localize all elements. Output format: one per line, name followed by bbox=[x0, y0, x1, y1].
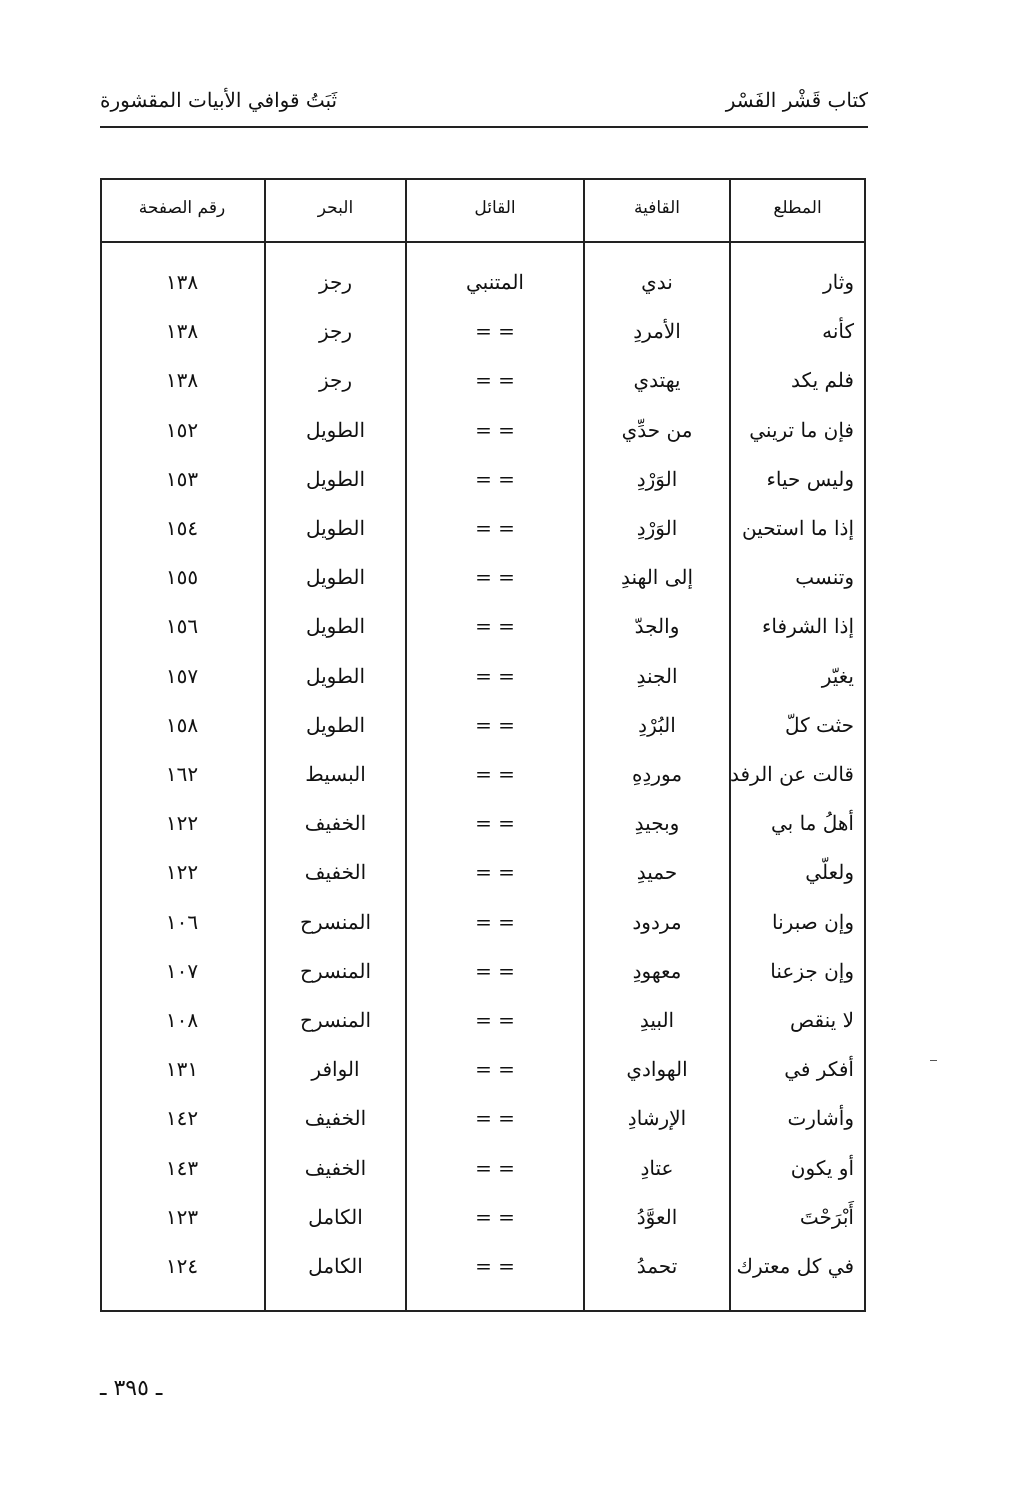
cell-poet: = = bbox=[475, 319, 515, 344]
cell-page: ١٤٣ bbox=[165, 1155, 199, 1180]
cell-opening: وأشارت bbox=[787, 1106, 854, 1131]
cell-opening: وثار bbox=[823, 270, 854, 294]
cell-poet: = = bbox=[475, 466, 515, 491]
cell-rhyme: البيدِ bbox=[639, 1008, 675, 1032]
cell-opening: قالت عن الرفد bbox=[729, 762, 854, 786]
cell-poet: = = bbox=[475, 712, 515, 737]
header-poet: القائل bbox=[474, 198, 516, 218]
cell-meter: الطويل bbox=[305, 663, 366, 688]
margin-mark bbox=[930, 1060, 937, 1061]
cell-meter: الوافر bbox=[311, 1057, 360, 1082]
cell-meter: الخفيف bbox=[304, 1106, 367, 1131]
cell-poet: = = bbox=[475, 1008, 515, 1032]
cell-meter: الطويل bbox=[305, 466, 366, 491]
cell-page: ١٢٢ bbox=[165, 860, 199, 885]
table-row bbox=[102, 1146, 864, 1195]
table-row bbox=[102, 260, 864, 309]
running-head bbox=[100, 88, 868, 128]
cell-page: ١٥٨ bbox=[165, 712, 199, 737]
cell-rhyme: يهتدي bbox=[633, 368, 681, 393]
cell-meter: الخفيف bbox=[304, 860, 367, 885]
cell-page: ١٠٧ bbox=[165, 958, 199, 983]
cell-page: ١٥٣ bbox=[165, 466, 199, 491]
header-meter: البحر bbox=[317, 198, 354, 218]
cell-rhyme: من حدِّي bbox=[621, 417, 693, 442]
cell-rhyme: معهودِ bbox=[632, 958, 682, 983]
cell-rhyme: الوَرْدِ bbox=[636, 466, 678, 491]
table-row bbox=[102, 900, 864, 949]
cell-poet: = = bbox=[475, 1155, 515, 1180]
cell-page: ١٠٨ bbox=[165, 1008, 199, 1032]
cell-meter: البسيط bbox=[305, 762, 366, 786]
table-row bbox=[102, 1047, 864, 1096]
table-row bbox=[102, 604, 864, 653]
cell-rhyme: الوَرْدِ bbox=[636, 516, 678, 540]
cell-rhyme: الأمردِ bbox=[633, 319, 681, 344]
cell-rhyme: عتادِ bbox=[640, 1155, 674, 1180]
header-opening: المطلع bbox=[773, 198, 822, 218]
cell-rhyme: العوَّدُ bbox=[636, 1204, 678, 1229]
table-row bbox=[102, 654, 864, 703]
cell-page: ١٦٢ bbox=[165, 762, 199, 786]
cell-meter: الطويل bbox=[305, 614, 366, 639]
header-rhyme: القافية bbox=[633, 198, 681, 218]
cell-poet: = = bbox=[475, 811, 515, 836]
cell-page: ١٥٤ bbox=[165, 516, 199, 540]
cell-meter: الطويل bbox=[305, 565, 366, 590]
cell-page: ١٤٢ bbox=[165, 1106, 199, 1131]
cell-opening: لا ينقص bbox=[790, 1008, 854, 1032]
cell-meter: الطويل bbox=[305, 417, 366, 442]
cell-rhyme: تحمدُ bbox=[636, 1254, 678, 1278]
cell-page: ١٣٨ bbox=[165, 270, 199, 294]
header-page: رقم الصفحة bbox=[138, 198, 226, 218]
cell-opening: فلم يكد bbox=[791, 368, 854, 393]
cell-rhyme: ندي bbox=[641, 270, 673, 294]
cell-opening: إذا ما استحين bbox=[741, 516, 854, 540]
cell-meter: رجز bbox=[318, 368, 353, 393]
cell-meter: الطويل bbox=[305, 712, 366, 737]
cell-opening: وتنسب bbox=[795, 565, 854, 590]
cell-rhyme: الإرشادِ bbox=[627, 1106, 687, 1131]
cell-opening: ولعلّي bbox=[805, 860, 854, 885]
cell-poet: = = bbox=[475, 860, 515, 885]
cell-poet: المتنبي bbox=[466, 270, 524, 294]
cell-opening: إذا الشرفاء bbox=[762, 614, 854, 639]
cell-poet: = = bbox=[475, 614, 515, 639]
cell-rhyme: والجدّ bbox=[634, 614, 680, 639]
cell-opening: وإن صبرنا bbox=[772, 909, 854, 934]
cell-meter: الخفيف bbox=[304, 811, 367, 836]
table-row bbox=[102, 1096, 864, 1145]
table-row bbox=[102, 408, 864, 457]
cell-meter: المنسرح bbox=[299, 1008, 372, 1032]
cell-poet: = = bbox=[475, 565, 515, 590]
cell-poet: = = bbox=[475, 368, 515, 393]
cell-page: ١٢٣ bbox=[165, 1204, 199, 1229]
cell-page: ١٢٢ bbox=[165, 811, 199, 836]
cell-page: ١٣٨ bbox=[165, 319, 199, 344]
table-row bbox=[102, 801, 864, 850]
table-row bbox=[102, 998, 864, 1047]
cell-poet: = = bbox=[475, 909, 515, 934]
header-rule bbox=[102, 241, 864, 243]
section-title: ثَبَتُ قوافي الأبيات المقشورة bbox=[100, 88, 338, 112]
cell-opening: فإن ما تريني bbox=[749, 417, 854, 442]
cell-meter: رجز bbox=[318, 270, 353, 294]
cell-rhyme: موردِهِ bbox=[631, 762, 683, 786]
cell-opening: أو يكون bbox=[790, 1155, 854, 1180]
cell-rhyme: مردود bbox=[632, 909, 682, 934]
rhymes-table bbox=[100, 178, 866, 1312]
cell-rhyme: وبجيدِ bbox=[634, 811, 680, 836]
cell-meter: رجز bbox=[318, 319, 353, 344]
cell-rhyme: البُرْدِ bbox=[638, 712, 676, 737]
table-row bbox=[102, 358, 864, 407]
cell-poet: = = bbox=[475, 516, 515, 540]
cell-rhyme: الجندِ bbox=[636, 663, 678, 688]
cell-opening: أفكر في bbox=[784, 1057, 854, 1082]
cell-poet: = = bbox=[475, 1254, 515, 1278]
cell-page: ١٥٢ bbox=[165, 417, 199, 442]
cell-meter: الكامل bbox=[308, 1204, 363, 1229]
table-row bbox=[102, 555, 864, 604]
cell-poet: = = bbox=[475, 663, 515, 688]
cell-page: ١٢٤ bbox=[165, 1254, 199, 1278]
table-row bbox=[102, 752, 864, 801]
page-number: ـ ٣٩٥ ـ bbox=[100, 1376, 163, 1401]
table-row bbox=[102, 1195, 864, 1244]
cell-opening: يغيّر bbox=[821, 663, 854, 688]
cell-opening: أَبْرَحْتَ bbox=[799, 1204, 854, 1229]
cell-opening: حثت كلّ bbox=[784, 712, 854, 737]
cell-meter: المنسرح bbox=[299, 909, 372, 934]
cell-page: ١٥٧ bbox=[165, 663, 199, 688]
cell-opening: أهلُ ما بي bbox=[770, 811, 854, 836]
cell-rhyme: الهوادي bbox=[626, 1057, 688, 1082]
table-row bbox=[102, 850, 864, 899]
cell-rhyme: إلى الهندِ bbox=[620, 565, 694, 590]
cell-poet: = = bbox=[475, 762, 515, 786]
cell-opening: وإن جزعنا bbox=[770, 958, 854, 983]
cell-meter: الكامل bbox=[308, 1254, 363, 1278]
cell-page: ١٠٦ bbox=[165, 909, 199, 934]
cell-poet: = = bbox=[475, 1106, 515, 1131]
table-row bbox=[102, 506, 864, 555]
table-row bbox=[102, 309, 864, 358]
cell-poet: = = bbox=[475, 1057, 515, 1082]
book-title: كتاب قَشْر الفَسْر bbox=[725, 88, 868, 112]
cell-meter: الخفيف bbox=[304, 1155, 367, 1180]
cell-opening: وليس حياء bbox=[766, 466, 854, 491]
cell-poet: = = bbox=[475, 1204, 515, 1229]
cell-meter: المنسرح bbox=[299, 958, 372, 983]
cell-opening: كأنه bbox=[822, 319, 854, 344]
cell-page: ١٣١ bbox=[165, 1057, 199, 1082]
cell-page: ١٥٥ bbox=[165, 565, 199, 590]
cell-page: ١٥٦ bbox=[165, 614, 199, 639]
table-row bbox=[102, 457, 864, 506]
cell-poet: = = bbox=[475, 958, 515, 983]
table-row bbox=[102, 1244, 864, 1293]
cell-page: ١٣٨ bbox=[165, 368, 199, 393]
cell-rhyme: حميدِ bbox=[636, 860, 678, 885]
cell-poet: = = bbox=[475, 417, 515, 442]
table-row bbox=[102, 949, 864, 998]
cell-meter: الطويل bbox=[305, 516, 366, 540]
table-row bbox=[102, 703, 864, 752]
cell-opening: في كل معترك bbox=[736, 1254, 854, 1278]
